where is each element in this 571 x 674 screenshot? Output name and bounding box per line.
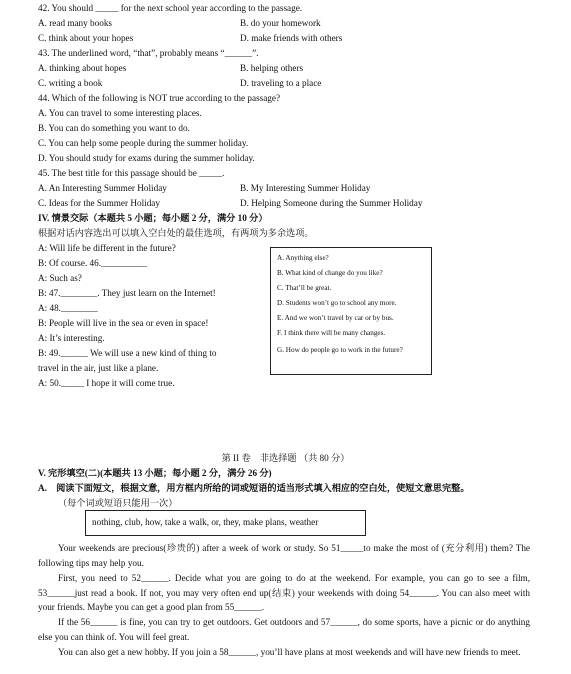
dialogue-line: travel in the air, just like a plane. — [38, 363, 159, 373]
q45-option-d: D. Helping Someone during the Summer Holiday — [240, 198, 423, 208]
q43-option-b: B. helping others — [240, 63, 304, 73]
q44-option-a: A. You can travel to some interesting places. — [38, 108, 202, 118]
q45-option-a: A. An Interesting Summer Holiday — [38, 183, 167, 193]
q42-stem: 42. You should _____ for the next school year according to the passage. — [38, 3, 303, 13]
q45-option-c: C. Ideas for the Summer Holiday — [38, 198, 160, 208]
q43-stem: 43. The underlined word, “that”, probably means “______”. — [38, 48, 259, 58]
q43-option-a: A. thinking about hopes — [38, 63, 127, 73]
dialogue-line: A: Will life be different in the future? — [38, 243, 176, 253]
section4-heading: IV. 情景交际（本题共 5 小题；每小题 2 分，满分 10 分） — [38, 213, 268, 223]
q44-option-b: B. You can do something you want to do. — [38, 123, 190, 133]
dialogue-option: E. And we won’t travel by car or by bus. — [277, 314, 394, 322]
q42-option-d: D. make friends with others — [240, 33, 343, 43]
q42-option-c: C. think about your hopes — [38, 33, 134, 43]
section4-instruction: 根据对话内容选出可以填入空白处的最佳选项，有两项为多余选项。 — [38, 228, 314, 238]
dialogue-options-box — [270, 247, 432, 375]
dialogue-line: A: It’s interesting. — [38, 333, 105, 343]
passage-paragraph: You can also get a new hobby. If you join a 58______, you’ll have plans at most weekends and will have new friends to meet. — [58, 647, 521, 657]
q45-option-b: B. My Interesting Summer Holiday — [240, 183, 371, 193]
q43-option-d: D. traveling to a place — [240, 78, 322, 88]
dialogue-option: D. Students won’t go to school any more. — [277, 299, 397, 307]
dialogue-option: B. What kind of change do you like? — [277, 269, 383, 277]
word-bank-box — [85, 510, 366, 536]
dialogue-option: C. That’ll be great. — [277, 284, 332, 292]
section5-instruction-note: （每个词或短语只能用一次） — [58, 498, 178, 508]
dialogue-option: F. I think there will be many changes. — [277, 329, 386, 337]
q42-option-a: A. read many books — [38, 18, 112, 28]
dialogue-line: B: Of course. 46.__________ — [38, 258, 147, 268]
dialogue-line: B: People will live in the sea or even in space! — [38, 318, 209, 328]
dialogue-option: G. How do people go to work in the future? — [277, 346, 403, 354]
dialogue-line: A: 50._____ I hope it will come true. — [38, 378, 175, 388]
q44-option-c: C. You can help some people during the summer holiday. — [38, 138, 249, 148]
q42-option-b: B. do your homework — [240, 18, 321, 28]
part2-title: 第 II 卷 非选择题 （共 80 分） — [221, 453, 350, 463]
q43-option-c: C. writing a book — [38, 78, 103, 88]
dialogue-line: A: 48.________ — [38, 303, 98, 313]
q45-stem: 45. The best title for this passage should be _____. — [38, 168, 225, 178]
passage-paragraph: If the 56______ is fine, you can try to get outdoors. Get outdoors and 57______, do some sports, have a picnic or do anything else you can think of. You will feel great. — [38, 617, 530, 642]
passage-paragraph: Your weekends are precious(珍贵的) after a week of work or study. So 51_____to make the most of (充分利用) them? The following tips may help you. — [38, 543, 530, 568]
word-bank-text: nothing, club, how, take a walk, or, they, make plans, weather — [92, 517, 319, 527]
dialogue-line: B: 47.________. They just learn on the Internet! — [38, 288, 216, 298]
q44-stem: 44. Which of the following is NOT true according to the passage? — [38, 93, 281, 103]
q44-option-d: D. You should study for exams during the summer holiday. — [38, 153, 255, 163]
section5-heading: V. 完形填空(二)(本题共 13 小题；每小题 2 分，满分 26 分) — [38, 468, 272, 478]
dialogue-line: A: Such as? — [38, 273, 82, 283]
dialogue-line: B: 49.______ We will use a new kind of thing to — [38, 348, 217, 358]
dialogue-option: A. Anything else? — [277, 254, 329, 262]
passage-paragraph: First, you need to 52______. Decide what you are going to do at the weekend. For example, you can go to see a film, 53______just read a book. If not, you may very often end up(结束) your weekends with doing 54______. You can also meet with your friends. Maybe you can get a good plan from 55______. — [38, 573, 530, 613]
section5-instruction: A. 阅读下面短文，根据文意，用方框内所给的词或短语的适当形式填入相应的空白处，使短文意思完整。 — [38, 483, 470, 493]
